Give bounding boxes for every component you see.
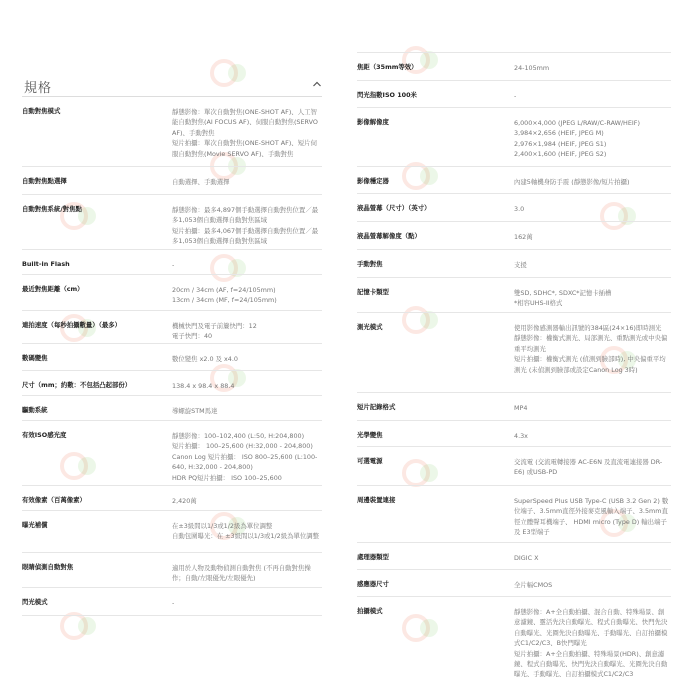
spec-row (22, 250, 322, 275)
spec-row (357, 313, 671, 393)
spec-label: 有效ISO感光度 (22, 431, 67, 439)
spec-label: 拍攝模式 (357, 607, 383, 615)
spec-label: 液晶螢幕（尺寸）（英寸） (357, 204, 431, 212)
spec-label: 感應器尺寸 (357, 580, 389, 588)
spec-label: 焦距（35mm等效） (357, 63, 418, 71)
spec-row (357, 250, 671, 278)
spec-value: 自動選擇、手動選擇 (172, 178, 230, 186)
spec-row (357, 194, 671, 222)
spec-value: 在±3級間以1/3或1/2級為單位調整 自動包圍曝光：在 ±3級間以1/3或1/2級為單位調整 (172, 522, 320, 541)
chevron-up-icon[interactable] (312, 80, 322, 88)
spec-value: - (172, 261, 175, 269)
spec-column-left (22, 0, 322, 616)
spec-label: 有效像素（百萬像素） (22, 496, 86, 504)
spec-row (22, 311, 322, 344)
spec-row (357, 570, 671, 597)
spec-row (357, 81, 671, 108)
spec-label: 測光模式 (357, 323, 383, 331)
spec-label: Built-in Flash (22, 260, 70, 268)
spec-row (357, 393, 671, 421)
spec-row (357, 421, 671, 447)
spec-row (22, 275, 322, 311)
spec-row (22, 344, 322, 371)
spec-value: MP4 (514, 404, 528, 412)
spec-label: 光學變焦 (357, 431, 383, 439)
spec-value: 內建5軸機身防手震 (靜態影像/短片拍攝) (514, 178, 630, 186)
spec-row (22, 396, 322, 421)
spec-label: 自動對焦系統/對焦點 (22, 205, 82, 213)
spec-value: 24-105mm (514, 64, 550, 72)
spec-value: 靜態影像：100–102,400 (L:50, H:204,800) 短片拍攝： 100–25,600 (H:32,000 - 204,800) Canon Log 短片拍攝： ISO 800–25,600 (L:100-640, H:32,000 - 204,800) HDR PQ短片拍攝： ISO 100–25,600 (172, 432, 318, 482)
spec-row (22, 553, 322, 588)
spec-label: 驅動系統 (22, 406, 48, 414)
spec-label: 連拍速度（每秒拍攝數量）（最多） (22, 321, 122, 329)
spec-label: 影像穩定器 (357, 177, 389, 185)
spec-label: 短片記錄格式 (357, 403, 396, 411)
spec-value: - (514, 92, 517, 100)
spec-label: 手動對焦 (357, 260, 383, 268)
spec-value: 4.3x (514, 432, 528, 440)
spec-label: 自動對焦點選擇 (22, 177, 67, 185)
spec-row (22, 195, 322, 250)
spec-value: 靜態影像：最多4,897個手動選擇自動對焦位置／最多1,053個自動選擇自動對焦區域 短片拍攝：最多4,067個手動選擇自動對焦位置／最多1,053個自動選擇自動對焦區域 (172, 206, 319, 246)
spec-value: SuperSpeed Plus USB Type-C (USB 3.2 Gen 2) 數位端子、3.5mm直徑外接麥克風輸入端子、3.5mm直徑立體聲耳機端子、 HDMI micro (Type D) 輸出端子及 E3型端子 (514, 497, 669, 537)
spec-row (357, 108, 671, 167)
section-header[interactable] (22, 0, 322, 97)
spec-value: 162萬 (514, 233, 533, 241)
spec-value: 靜態影像：單次自動對焦(ONE-SHOT AF)、人工智能自動對焦(AI FOCUS AF)、伺服自動對焦(SERVO AF)、手動對焦 短片拍攝：單次自動對焦(ONE-SHOT AF)、短片伺服自動對焦(Movie SERVO AF)、手動對焦 (172, 108, 318, 158)
spec-value: 使用影像感測器輸出訊號的384區(24×16)即時測光 靜態影像：權衡式測光、局部測光、重點測光或中央偏重平均測光 短片拍攝：權衡式測光 (偵測到臉部時), 中央偏重平均測光 (未偵測到臉部或設定Canon Log 3時) (514, 324, 668, 374)
spec-value: 適用於人物及動物偵測自動對焦 (不再自動對焦操作；自動/左眼優先/左眼優先) (172, 564, 311, 583)
spec-value: 2,420萬 (172, 497, 197, 505)
spec-row (22, 588, 322, 616)
spec-row (22, 421, 322, 486)
spec-column-right (357, 52, 671, 693)
spec-value: 雙SD, SDHC*, SDXC*記憶卡插槽 *相容UHS-II格式 (514, 289, 612, 308)
spec-value: 導螺旋STM馬達 (172, 407, 218, 415)
spec-row (357, 447, 671, 486)
spec-value: 138.4 x 98.4 x 88.4 (172, 382, 235, 390)
spec-label: 可選電源 (357, 457, 383, 465)
spec-label: 數碼變焦 (22, 354, 48, 362)
spec-label: 最近對焦距離（cm） (22, 285, 84, 293)
spec-row (22, 511, 322, 553)
spec-value: 6,000×4,000 (JPEG L/RAW/C-RAW/HEIF) 3,984×2,656 (HEIF, JPEG M) 2,976×1,984 (HEIF, JPEG S1) 2,400×1,600 (HEIF, JPEG S2) (514, 119, 640, 159)
spec-value: DIGIC X (514, 554, 539, 562)
spec-label: 曝光補償 (22, 521, 48, 529)
spec-row (357, 167, 671, 194)
spec-value: 全片幅CMOS (514, 581, 553, 589)
spec-value: 20cm / 34cm (AF, f=24/105mm) 13cm / 34cm (MF, f=24/105mm) (172, 286, 277, 305)
spec-label: 液晶螢幕解像度（點） (357, 232, 421, 240)
spec-label: 周邊裝置連接 (357, 496, 396, 504)
spec-value: 機械快門及電子前簾快門：12 電子快門：40 (172, 322, 257, 341)
spec-value: - (172, 599, 175, 607)
spec-label: 眼睛偵測自動對焦 (22, 563, 74, 571)
spec-row (357, 278, 671, 313)
spec-row (357, 486, 671, 543)
spec-label: 尺寸（mm；約數：不包括凸起部份） (22, 381, 132, 389)
spec-row (22, 371, 322, 396)
spec-row (22, 97, 322, 167)
spec-label: 記憶卡類型 (357, 288, 389, 296)
spec-label: 自動對焦模式 (22, 107, 61, 115)
spec-row (22, 486, 322, 511)
spec-label: 閃光指數ISO 100米 (357, 91, 417, 99)
spec-row (357, 543, 671, 570)
spec-label: 閃光模式 (22, 598, 48, 606)
spec-label: 影像解像度 (357, 118, 389, 126)
spec-value: 交流電 (交流電轉接器 AC-E6N 及直流電連接器 DR-E6) 或USB-PD (514, 458, 663, 477)
spec-row (357, 597, 671, 693)
spec-value: 支援 (514, 261, 527, 269)
spec-row (22, 167, 322, 195)
spec-value: 數位變焦 x2.0 及 x4.0 (172, 355, 238, 363)
section-title: 規格 (24, 81, 53, 96)
spec-label: 處理器類型 (357, 553, 389, 561)
spec-row (357, 222, 671, 250)
spec-value: 靜態影像：A+全自動拍攝、混合自動、特殊場景、創意濾鏡、靈活先決自動曝光、程式自動曝光、快門先決自動曝光、光圈先決自動曝光、手動曝光、自訂拍攝模式C1/C2/C3、B快門曝光 短片拍攝：A+全自動拍攝、特殊場景(HDR)、創意濾鏡、程式自動曝光、快門先決自動曝光、光圈先決自動曝光、手動曝光、自訂拍攝模式C1/C2/C3 (514, 608, 668, 679)
spec-value: 3.0 (514, 205, 525, 213)
spec-row (357, 52, 671, 81)
